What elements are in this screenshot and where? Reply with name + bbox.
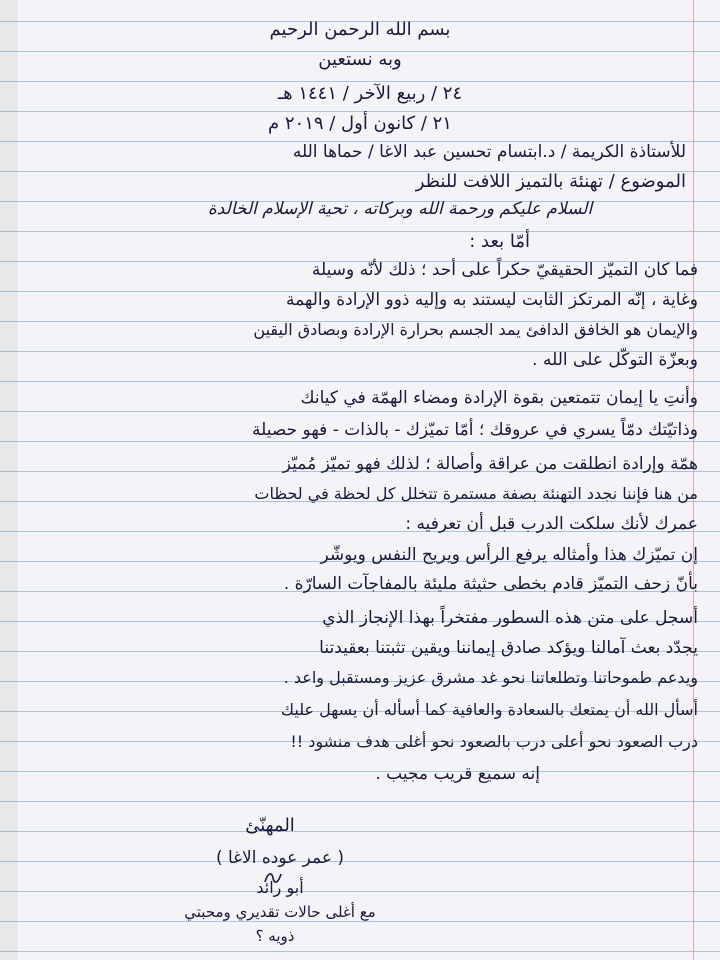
body-line: عمرك لأنك سلكت الدرب قبل أن تعرفيه : — [405, 514, 698, 534]
postscript-1: مع أغلى حالات تقديري ومحبتي — [184, 903, 376, 921]
body-line: أسأل الله أن يمتعك بالسعادة والعافية كما أسأله أن يسهل عليك — [280, 700, 698, 719]
gregorian-date: ٢١ / كانون أول / ٢٠١٩ م — [268, 113, 452, 134]
body-line: وبعزّة التوكّل على الله . — [532, 350, 698, 370]
hijri-date: ٢٤ / ربيع الآخر / ١٤٤١ هـ — [277, 83, 463, 104]
body-line: والإيمان هو الخافق الدافئ يمد الجسم بحرارة الإرادة وبصادق اليقين — [253, 320, 698, 339]
body-line: درب الصعود نحو أعلى درب بالصعود نحو أغلى هدف منشود !! — [290, 732, 698, 751]
body-line: ويدعم طموحاتنا وتطلعاتنا نحو غد مشرق عزيز ومستقبل واعد . — [283, 668, 698, 687]
signer-name: ( عمر عوده الاغا ) — [215, 848, 345, 868]
body-line: وغاية ، إنّه المرتكز الثابت ليستند به وإليه ذوو الإرادة والهمة — [285, 290, 698, 310]
body-line: إن تميّزك هذا وأمثاله يرفع الرأس ويريح النفس ويوشّر — [320, 545, 698, 565]
subject-line: الموضوع / تهنئة بالتميز اللافت للنظر — [415, 171, 686, 192]
body-line: من هنا فإننا نجدد التهنئة بصفة مستمرة تتخلل كل لحظة في لحظات — [254, 484, 698, 503]
postscript-2: ذويه ؟ — [255, 927, 295, 945]
margin-line — [693, 0, 694, 960]
body-line: يجدّد بعث آمالنا ويؤكد صادق إيماننا ويقين تثبتنا بعقيدتنا — [319, 638, 698, 658]
invocation: وبه نستعين — [318, 49, 402, 70]
basmala: بسم الله الرحمن الرحيم — [269, 19, 451, 40]
recipient-line: للأستاذة الكريمة / د.ابتسام تحسين عبد الاغا / حماها الله — [292, 142, 686, 162]
body-line: إنه سميع قريب مجيب . — [375, 764, 540, 784]
closing: المهنّئ — [245, 815, 295, 836]
body-line: فما كان التميّز الحقيقيّ حكراً على أحد ؛ ذلك لأنّه وسيلة — [311, 260, 698, 280]
body-line: أسجل على متن هذه السطور مفتخراً بهذا الإنجاز الذي — [322, 608, 698, 628]
body-line: همّة وإرادة انطلقت من عراقة وأصالة ؛ لذلك فهو تميّز مُميّز — [282, 454, 698, 474]
body-line: وذاتيّتك دمّاً يسري في عروقك ؛ أمّا تميّزك - بالذات - فهو حصيلة — [252, 420, 698, 440]
after-that: أمّا بعد : — [469, 231, 530, 252]
signer-title: أبو رائد — [256, 878, 304, 897]
body-line: بأنّ زحف التميّز قادم بخطى حثيثة مليئة بالمفاجآت السارّة . — [283, 574, 698, 594]
body-line: وأنتِ يا إيمان تتمتعين بقوة الإرادة ومضاء الهمّة في كيانك — [300, 388, 698, 408]
salutation: السلام عليكم ورحمة الله وبركاته ، تحية الإسلام الخالدة — [207, 199, 593, 219]
